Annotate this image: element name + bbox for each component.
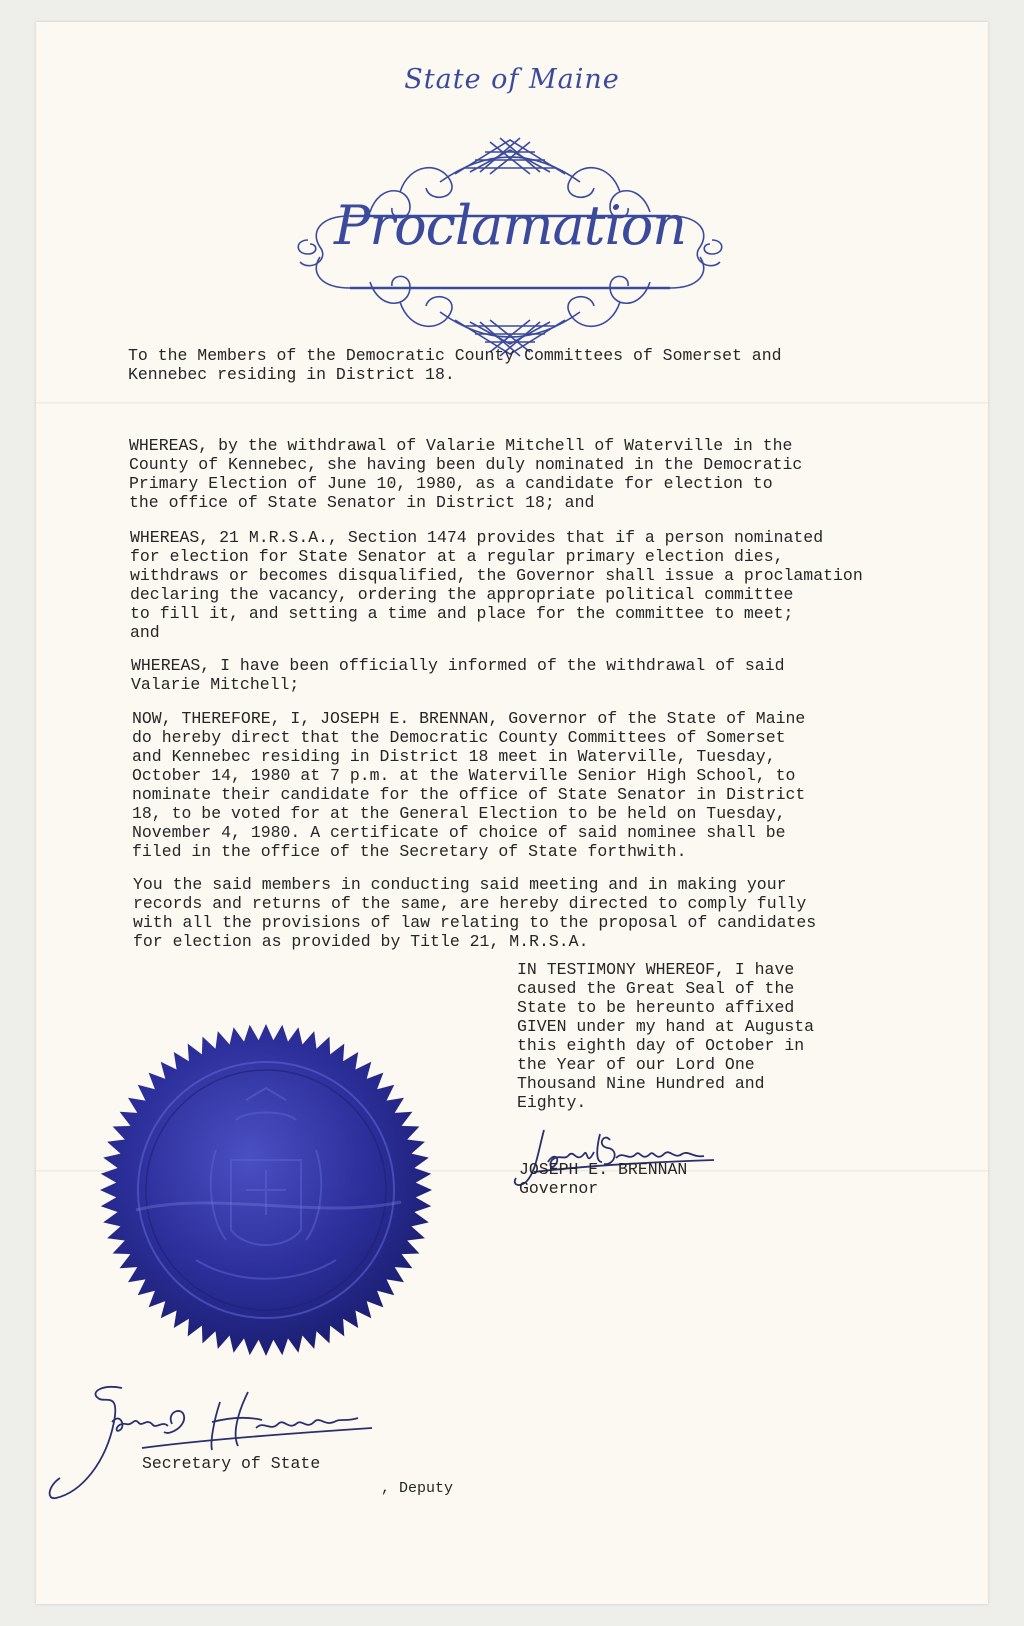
whereas-paragraph-3: WHEREAS, I have been officially informed of the withdrawal of said Valarie Mitchell; [131,656,785,694]
great-seal [96,1020,436,1360]
governor-name: JOSEPH E. BRENNAN [519,1160,688,1179]
now-therefore-paragraph: NOW, THEREFORE, I, JOSEPH E. BRENNAN, Governor of the State of Maine do hereby direct that the Democratic County Committees of Somerset and Kennebec residing in District 18 meet in Waterville, Tuesday, October 14, 1980 at 7 p.m. at the Waterville Senior High School, to nominate their candidate for the office of State Senator in District 18, to be voted for at the General Election to be held on Tuesday, November 4, 1980. A certificate of choice of said nominee shall be filed in the office of the Secretary of State forthwith. [132,709,806,861]
deputy-label: , Deputy [381,1480,454,1497]
governor-title: Governor [519,1179,599,1198]
whereas-paragraph-1: WHEREAS, by the withdrawal of Valarie Mitchell of Waterville in the County of Kennebec, she having been duly nominated in the Democratic Primary Election of June 10, 1980, as a candidate for election to the office of State Senator in District 18; and [129,436,803,512]
whereas-paragraph-2: WHEREAS, 21 M.R.S.A., Section 1474 provides that if a person nominated for election for State Senator at a regular primary election dies, withdraws or becomes disqualified, the Governor shall issue a proclamation declaring the vacancy, ordering the appropriate political committee to fill it, and setting a time and place for the committee to meet; and [130,528,863,642]
proclamation-title: Proclamation [333,194,687,257]
proclamation-cartouche [290,112,730,362]
secretary-signature [42,1382,382,1502]
state-heading: State of Maine [404,64,620,95]
testimony-block: IN TESTIMONY WHEREOF, I have caused the Great Seal of the State to be hereunto affixed GIVEN under my hand at Augusta this eighth day of October in the Year of our Lord One Thousand Nine Hundred and Eighty. [517,960,815,1112]
directive-paragraph: You the said members in conducting said meeting and in making your records and returns of the same, are hereby directed to comply fully with all the provisions of law relating to the proposal of candidates for election as provided by Title 21, M.R.S.A. [133,875,817,951]
address-line: To the Members of the Democratic County Committees of Somerset and Kennebec residing in District 18. [128,346,782,384]
fold-line [36,402,988,404]
secretary-title: Secretary of State [142,1454,321,1473]
seal-icon [96,1020,436,1360]
proclamation-page [36,22,988,1604]
